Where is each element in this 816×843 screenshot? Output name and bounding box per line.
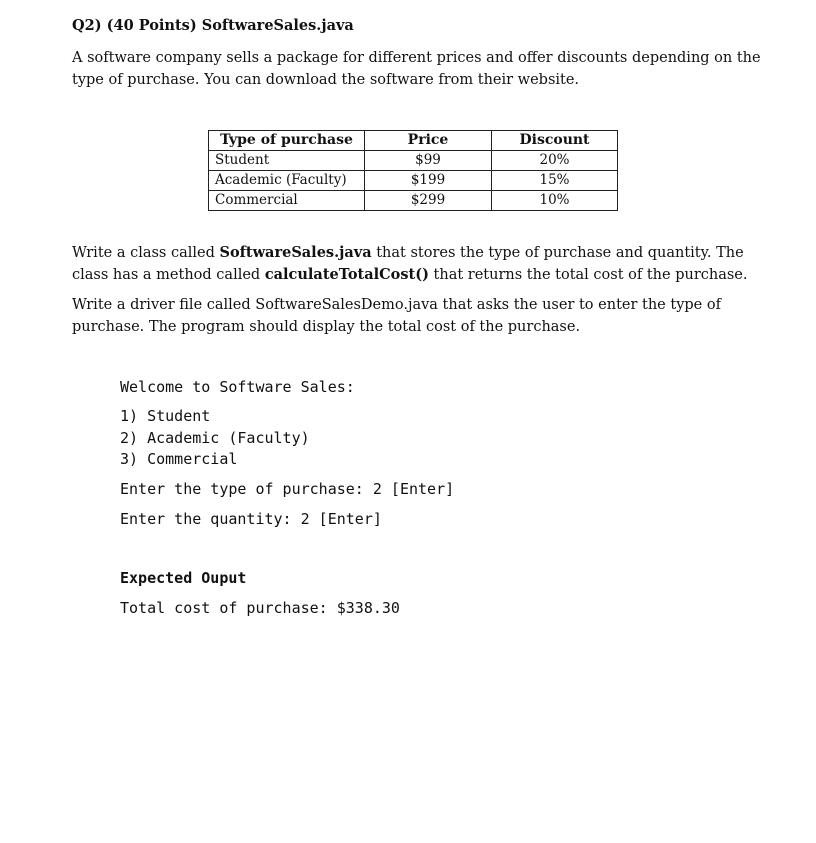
table-row xyxy=(209,191,618,211)
driver-instructions: Write a driver file called SoftwareSalesDemo.java that asks the user to enter the type of purchase. The program should display the total cost of the purchase. xyxy=(72,297,721,335)
cell-discount: 20% xyxy=(492,151,618,171)
method-name-bold: calculateTotalCost() xyxy=(264,266,429,283)
class-name-bold: SoftwareSales.java xyxy=(219,244,372,261)
console-welcome: Welcome to Software Sales: xyxy=(120,378,355,396)
console-prompt-quantity: Enter the quantity: 2 [Enter] xyxy=(120,510,382,528)
class-instructions xyxy=(72,242,762,286)
cell-discount: 10% xyxy=(492,191,618,211)
console-option-3: 3) Commercial xyxy=(120,450,238,468)
question-title: Q2) (40 Points) SoftwareSales.java xyxy=(72,17,354,34)
text-segment: Write a class called xyxy=(72,245,220,261)
cell-price: $99 xyxy=(365,151,492,171)
intro-paragraph: A software company sells a package for different prices and offer discounts depending on the type of purchase. You can download the software from their website. xyxy=(72,50,761,88)
table-row xyxy=(209,151,618,171)
cell-type: Academic (Faculty) xyxy=(209,171,365,191)
cell-type: Commercial xyxy=(209,191,365,211)
cell-discount: 15% xyxy=(492,171,618,191)
table-row xyxy=(209,171,618,191)
expected-output-label xyxy=(120,568,246,589)
expected-output-value: Total cost of purchase: $338.30 xyxy=(120,599,400,617)
console-option-2: 2) Academic (Faculty) xyxy=(120,429,310,447)
text-segment: that stores the type of purchase and quantity. The class has a method called xyxy=(72,245,744,283)
text-segment: that returns the total cost of the purchase. xyxy=(428,267,748,283)
cell-price: $299 xyxy=(365,191,492,211)
console-prompt-type: Enter the type of purchase: 2 [Enter] xyxy=(120,480,455,498)
header-discount: Discount xyxy=(492,131,618,151)
expected-output-label-text: Expected Ouput xyxy=(120,569,247,587)
console-option-1: 1) Student xyxy=(120,407,211,425)
header-price: Price xyxy=(365,131,492,151)
cell-type: Student xyxy=(209,151,365,171)
header-type: Type of purchase xyxy=(209,131,365,151)
cell-price: $199 xyxy=(365,171,492,191)
pricing-table xyxy=(208,130,618,211)
table-header-row xyxy=(209,131,618,151)
